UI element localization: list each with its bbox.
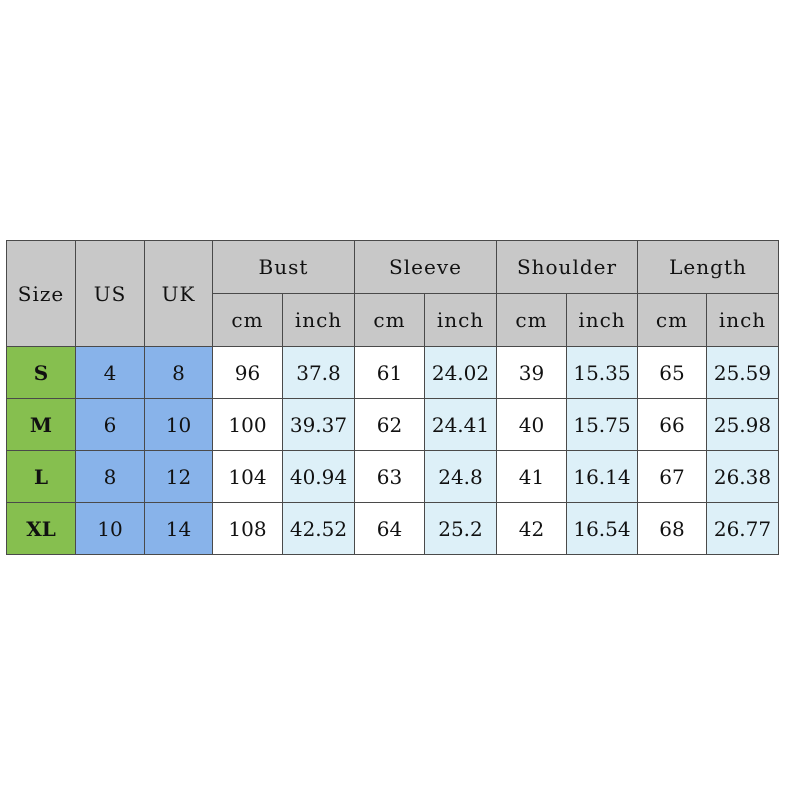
shoulder-inch-cell: 16.54 — [567, 503, 638, 555]
unit-header: inch — [707, 294, 779, 347]
header-size: Size — [7, 241, 76, 347]
unit-header: cm — [355, 294, 425, 347]
shoulder-inch-cell: 15.75 — [567, 399, 638, 451]
header-shoulder: Shoulder — [497, 241, 638, 294]
sleeve-inch-cell: 25.2 — [425, 503, 497, 555]
length-cm-cell: 66 — [638, 399, 707, 451]
shoulder-cm-cell: 42 — [497, 503, 567, 555]
shoulder-cm-cell: 39 — [497, 347, 567, 399]
uk-cell: 8 — [145, 347, 213, 399]
unit-header: inch — [567, 294, 638, 347]
us-cell: 4 — [76, 347, 145, 399]
us-cell: 6 — [76, 399, 145, 451]
table-row — [7, 451, 779, 503]
unit-header: cm — [638, 294, 707, 347]
length-cm-cell: 65 — [638, 347, 707, 399]
unit-header: inch — [425, 294, 497, 347]
length-inch-cell: 26.38 — [707, 451, 779, 503]
size-cell: L — [7, 451, 76, 503]
table-row — [7, 503, 779, 555]
bust-cm-cell: 100 — [213, 399, 283, 451]
sleeve-inch-cell: 24.41 — [425, 399, 497, 451]
size-chart-container — [6, 240, 779, 555]
sleeve-cm-cell: 64 — [355, 503, 425, 555]
size-cell: XL — [7, 503, 76, 555]
size-cell: S — [7, 347, 76, 399]
size-chart-table — [6, 240, 779, 555]
bust-cm-cell: 104 — [213, 451, 283, 503]
shoulder-inch-cell: 15.35 — [567, 347, 638, 399]
sleeve-cm-cell: 63 — [355, 451, 425, 503]
uk-cell: 12 — [145, 451, 213, 503]
shoulder-cm-cell: 41 — [497, 451, 567, 503]
us-cell: 8 — [76, 451, 145, 503]
size-cell: M — [7, 399, 76, 451]
length-cm-cell: 68 — [638, 503, 707, 555]
header-sleeve: Sleeve — [355, 241, 497, 294]
bust-inch-cell: 40.94 — [283, 451, 355, 503]
sleeve-inch-cell: 24.02 — [425, 347, 497, 399]
unit-header: cm — [213, 294, 283, 347]
bust-inch-cell: 39.37 — [283, 399, 355, 451]
sleeve-cm-cell: 62 — [355, 399, 425, 451]
length-inch-cell: 26.77 — [707, 503, 779, 555]
header-length: Length — [638, 241, 779, 294]
bust-inch-cell: 37.8 — [283, 347, 355, 399]
header-bust: Bust — [213, 241, 355, 294]
unit-header: cm — [497, 294, 567, 347]
uk-cell: 14 — [145, 503, 213, 555]
length-inch-cell: 25.59 — [707, 347, 779, 399]
sleeve-cm-cell: 61 — [355, 347, 425, 399]
length-cm-cell: 67 — [638, 451, 707, 503]
shoulder-cm-cell: 40 — [497, 399, 567, 451]
header-row-groups — [7, 241, 779, 294]
us-cell: 10 — [76, 503, 145, 555]
bust-inch-cell: 42.52 — [283, 503, 355, 555]
table-row — [7, 347, 779, 399]
header-us: US — [76, 241, 145, 347]
uk-cell: 10 — [145, 399, 213, 451]
sleeve-inch-cell: 24.8 — [425, 451, 497, 503]
shoulder-inch-cell: 16.14 — [567, 451, 638, 503]
table-row — [7, 399, 779, 451]
unit-header: inch — [283, 294, 355, 347]
bust-cm-cell: 108 — [213, 503, 283, 555]
length-inch-cell: 25.98 — [707, 399, 779, 451]
header-uk: UK — [145, 241, 213, 347]
bust-cm-cell: 96 — [213, 347, 283, 399]
